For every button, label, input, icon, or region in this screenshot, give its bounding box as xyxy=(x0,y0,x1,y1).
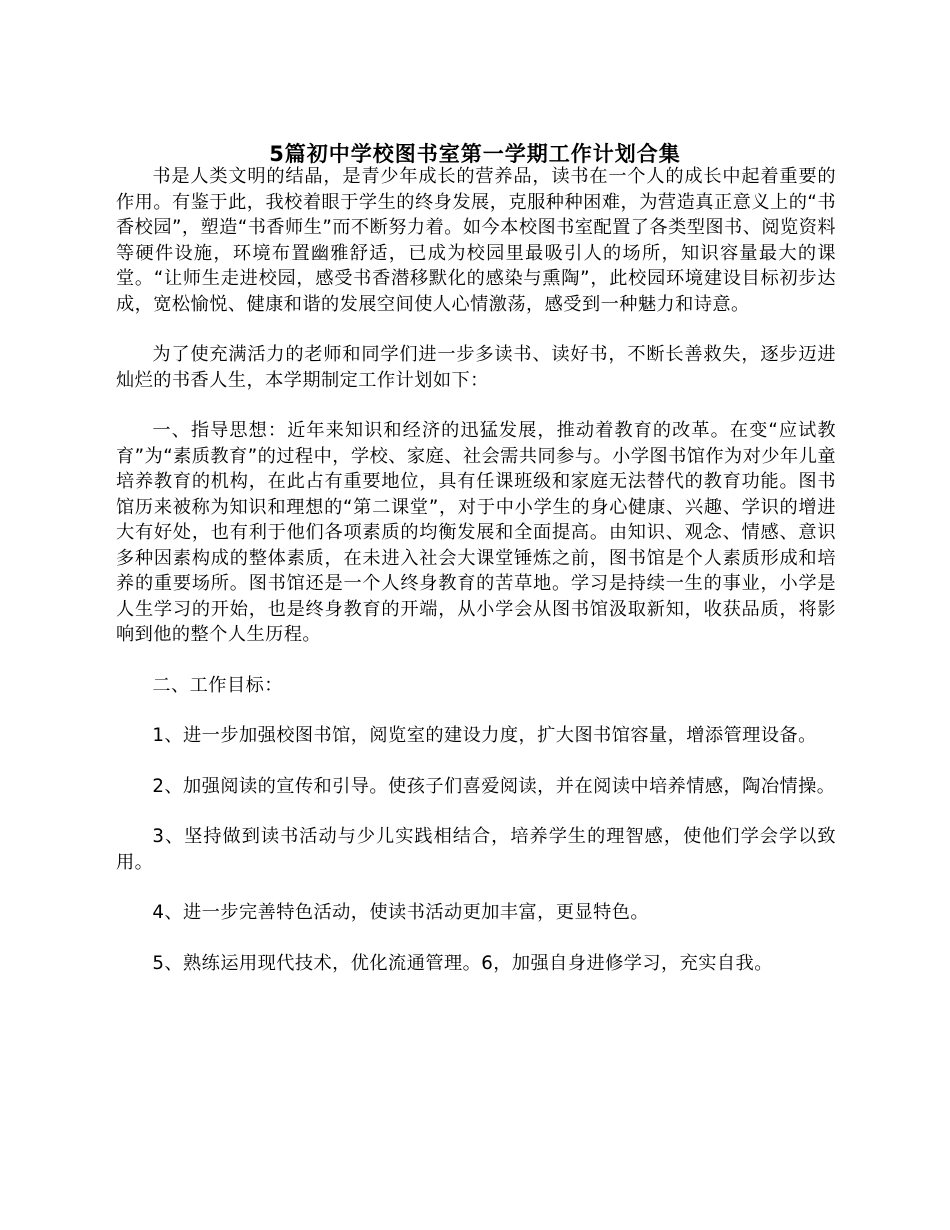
paragraph-guiding-ideology: 一、指导思想：近年来知识和经济的迅猛发展，推动着教育的改革。在变“应试教育”为“素质教育”的过程中，学校、家庭、社会需共同参与。小学图书馆作为对少年儿童培养教育的机构，在此占有重要地位，具有任课班级和家庭无法替代的教育功能。图书馆历来被称为知识和理想的“第二课堂”，对于中小学生的身心健康、兴趣、学识的增进大有好处，也有利于他们各项素质的均衡发展和全面提高。由知识、观念、情感、意识多种因素构成的整体素质，在未进入社会大课堂锤炼之前，图书馆是个人素质形成和培养的重要场所。图书馆还是一个人终身教育的苦草地。学习是持续一生的事业，小学是人生学习的开始，也是终身教育的开端，从小学会从图书馆汲取新知，收获品质，将影响到他的整个人生历程。 xyxy=(116,420,836,645)
paragraph-goal-5: 5、熟练运用现代技术，优化流通管理。6，加强自身进修学习，充实自我。 xyxy=(152,952,773,974)
paragraph-goal-2: 2、加强阅读的宣传和引导。使孩子们喜爱阅读，并在阅读中培养情感，陶冶情操。 xyxy=(152,775,836,797)
paragraph-purpose: 为了使充满活力的老师和同学们进一步多读书、读好书，不断长善救失，逐步迈进灿烂的书香人生，本学期制定工作计划如下： xyxy=(116,344,836,391)
paragraph-goal-3: 3、坚持做到读书活动与少儿实践相结合，培养学生的理智感，使他们学会学以致用。 xyxy=(116,826,836,873)
paragraph-intro: 书是人类文明的结晶，是青少年成长的营养品，读书在一个人的成长中起着重要的作用。有鉴于此，我校着眼于学生的终身发展，克服种种困难，为营造真正意义上的“书香校园”，塑造“书香师生”而不断努力着。如今本校图书室配置了各类型图书、阅览资料等硬件设施，环境布置幽雅舒适，已成为校园里最吸引人的场所，知识容量最大的课堂。“让师生走进校园，感受书香潜移默化的感染与熏陶”，此校园环境建设目标初步达成，宽松愉悦、健康和谐的发展空间使人心情激荡，感受到一种魅力和诗意。 xyxy=(116,166,836,315)
document-body xyxy=(116,164,836,1001)
paragraph-goal-4: 4、进一步完善特色活动，使读书活动更加丰富，更显特色。 xyxy=(152,902,649,923)
document-title: 5篇初中学校图书室第一学期工作计划合集 xyxy=(269,142,681,166)
paragraph-work-goals-heading: 二、工作目标： xyxy=(152,674,283,696)
paragraph-goal-1: 1、进一步加强校图书馆，阅览室的建设力度，扩大图书馆容量，增添管理设备。 xyxy=(152,725,817,746)
